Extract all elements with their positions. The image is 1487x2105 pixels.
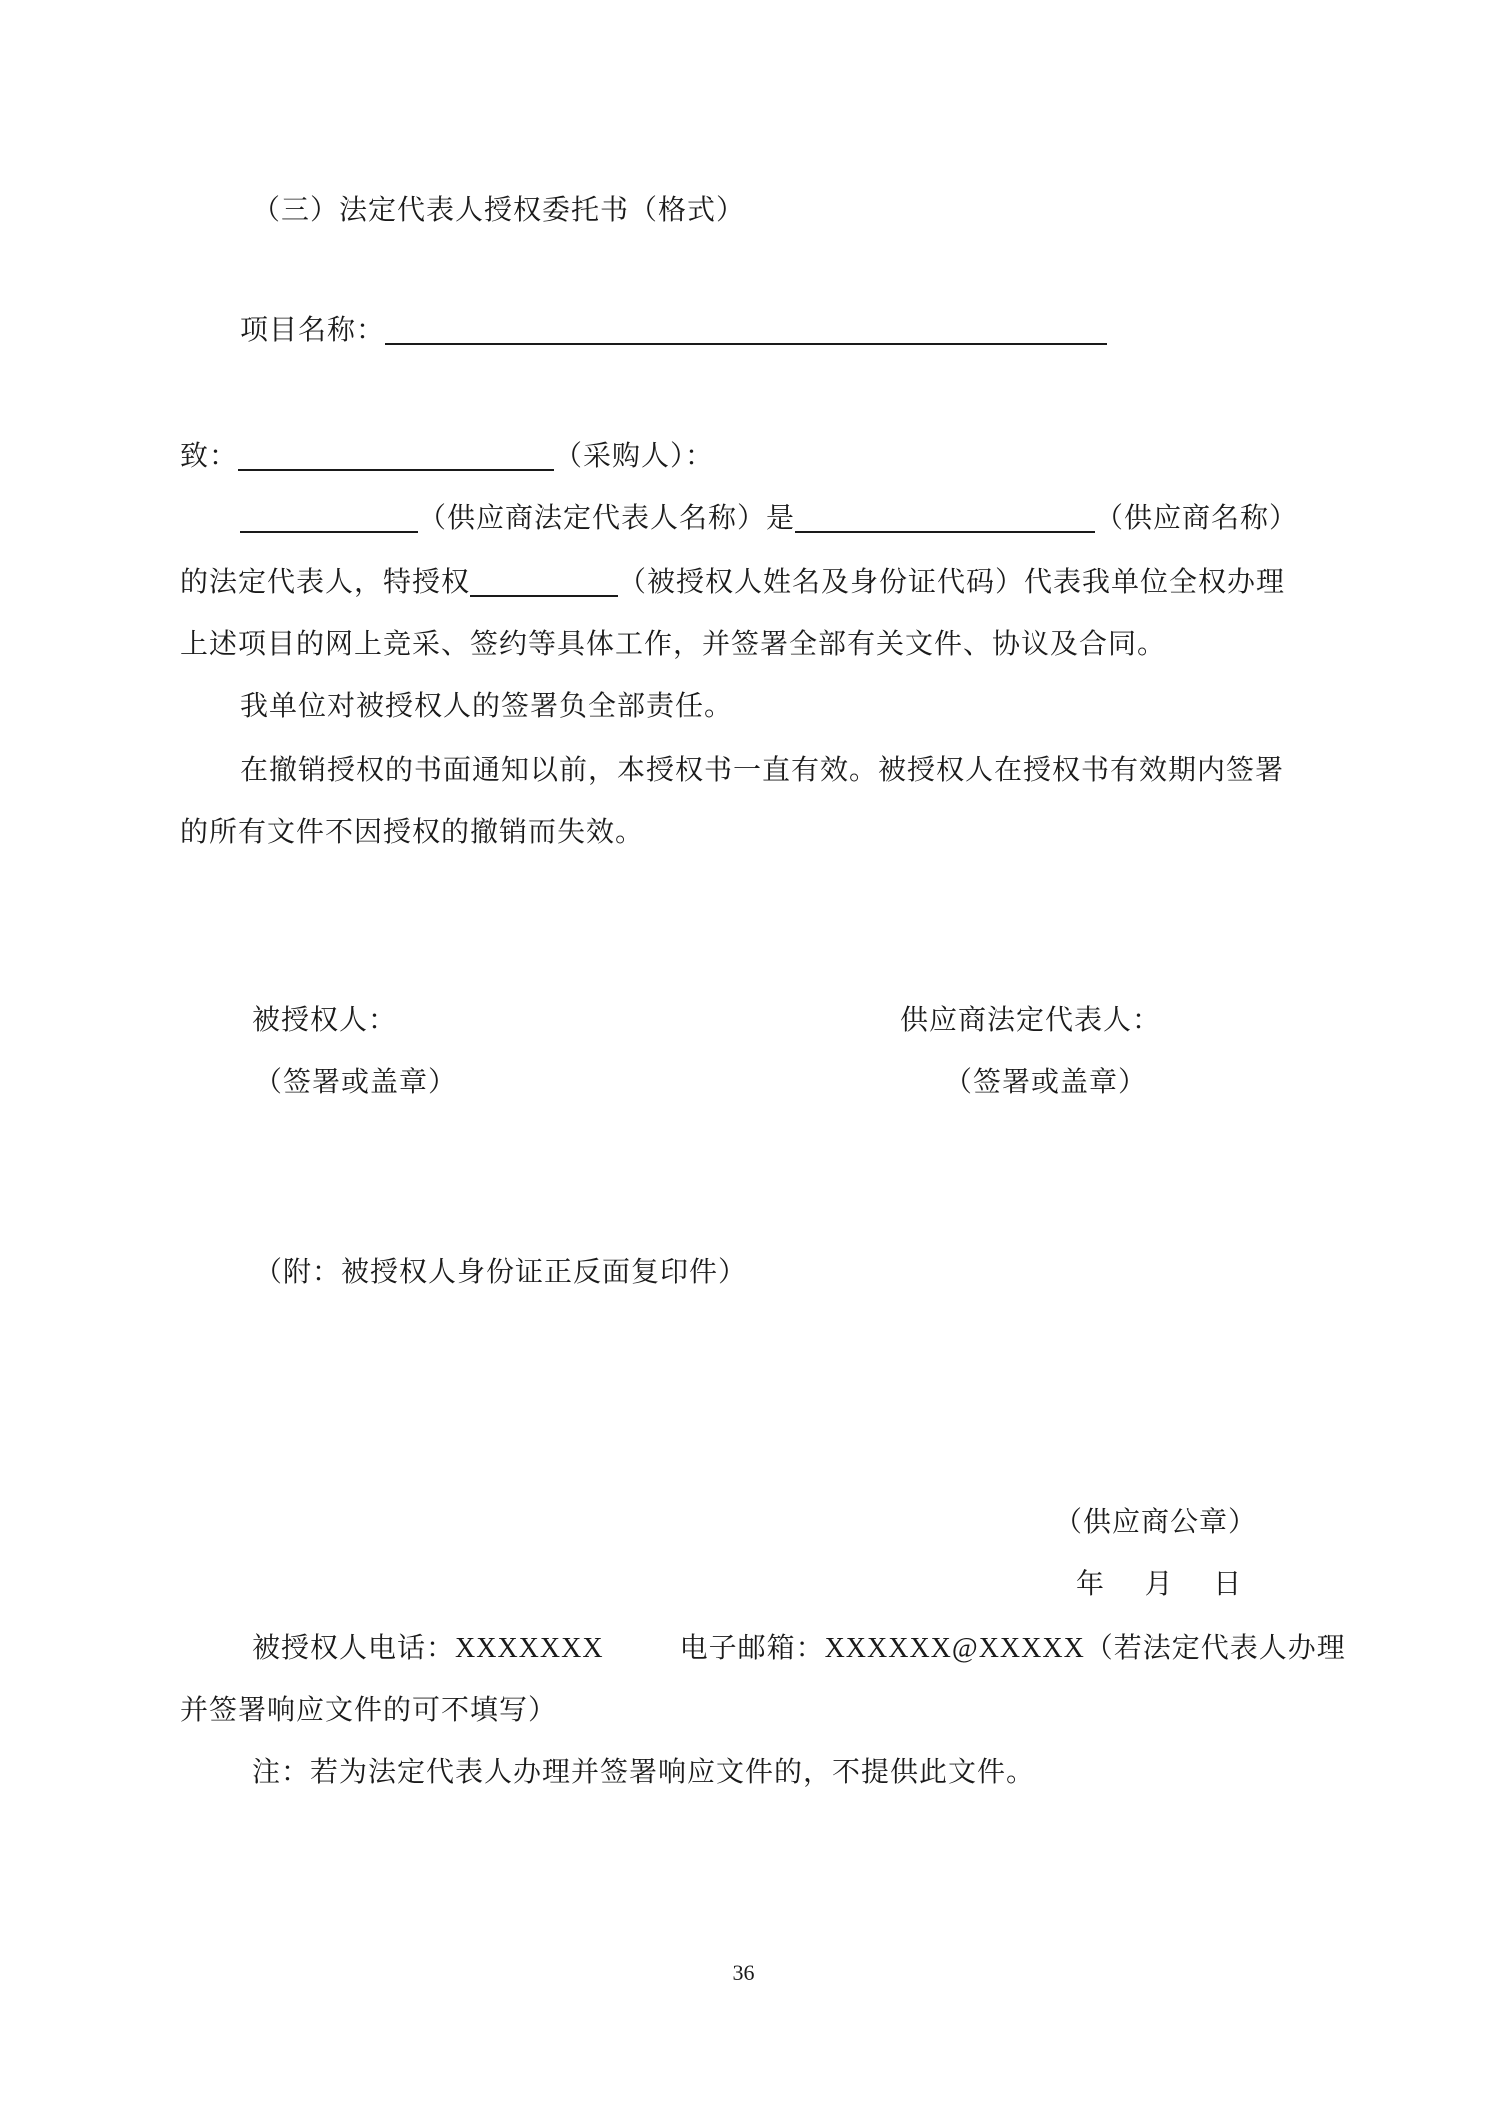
- signature-left-label: 被授权人：: [252, 1003, 398, 1036]
- signature-left-note: （签署或盖章）: [254, 1065, 458, 1098]
- section-title: （三）法定代表人授权委托书（格式）: [252, 193, 746, 226]
- authorized-person-blank: [470, 565, 618, 597]
- para3-line2: 的所有文件不因授权的撤销而失效。: [180, 815, 645, 848]
- purchaser-blank: [238, 439, 554, 471]
- para1-line1-text-a: （供应商法定代表人名称）是: [418, 501, 796, 534]
- email-note: （若法定代表人办理: [1084, 1631, 1346, 1664]
- email-label: 电子邮箱：: [679, 1631, 825, 1664]
- para1-line2-text-b: （被授权人姓名及身份证代码）代表我单位全权办理: [618, 565, 1286, 598]
- to-suffix: （采购人）：: [554, 439, 715, 472]
- footnote: 注：若为法定代表人办理并签署响应文件的，不提供此文件。: [252, 1755, 1036, 1788]
- to-label: 致：: [180, 439, 239, 472]
- signature-right-label: 供应商法定代表人：: [900, 1003, 1162, 1036]
- contact-line2: 并签署响应文件的可不填写）: [180, 1693, 558, 1726]
- supplier-name-blank: [795, 501, 1095, 533]
- supplier-seal-label: （供应商公章）: [1054, 1505, 1258, 1538]
- contact-line1: [252, 1628, 1346, 1669]
- project-name-blank: [385, 313, 1107, 345]
- signature-right-note: （签署或盖章）: [944, 1065, 1148, 1098]
- para1-line1: [240, 498, 1298, 538]
- date-label: 年 月 日: [1076, 1567, 1243, 1600]
- project-name-label: 项目名称：: [240, 313, 386, 346]
- para3-line1: 在撤销授权的书面通知以前，本授权书一直有效。被授权人在授权书有效期内签署: [240, 753, 1285, 786]
- para1-line2-text-a: 的法定代表人，特授权: [180, 565, 471, 598]
- phone-label: 被授权人电话：: [252, 1631, 456, 1664]
- phone-value: XXXXXXX: [455, 1633, 604, 1664]
- email-value: XXXXXX@XXXXX: [824, 1633, 1085, 1664]
- page-number: 36: [732, 1960, 755, 1985]
- legal-rep-name-blank: [240, 501, 418, 533]
- para2: 我单位对被授权人的签署负全部责任。: [240, 689, 734, 722]
- para1-line1-text-b: （供应商名称）: [1095, 501, 1299, 534]
- recipient-row: [180, 436, 714, 476]
- project-name-row: [240, 310, 1107, 350]
- para1-line3: 上述项目的网上竞采、签约等具体工作，并签署全部有关文件、协议及合同。: [180, 627, 1167, 660]
- para1-line2: [180, 562, 1285, 602]
- attachment-note: （附：被授权人身份证正反面复印件）: [254, 1255, 748, 1288]
